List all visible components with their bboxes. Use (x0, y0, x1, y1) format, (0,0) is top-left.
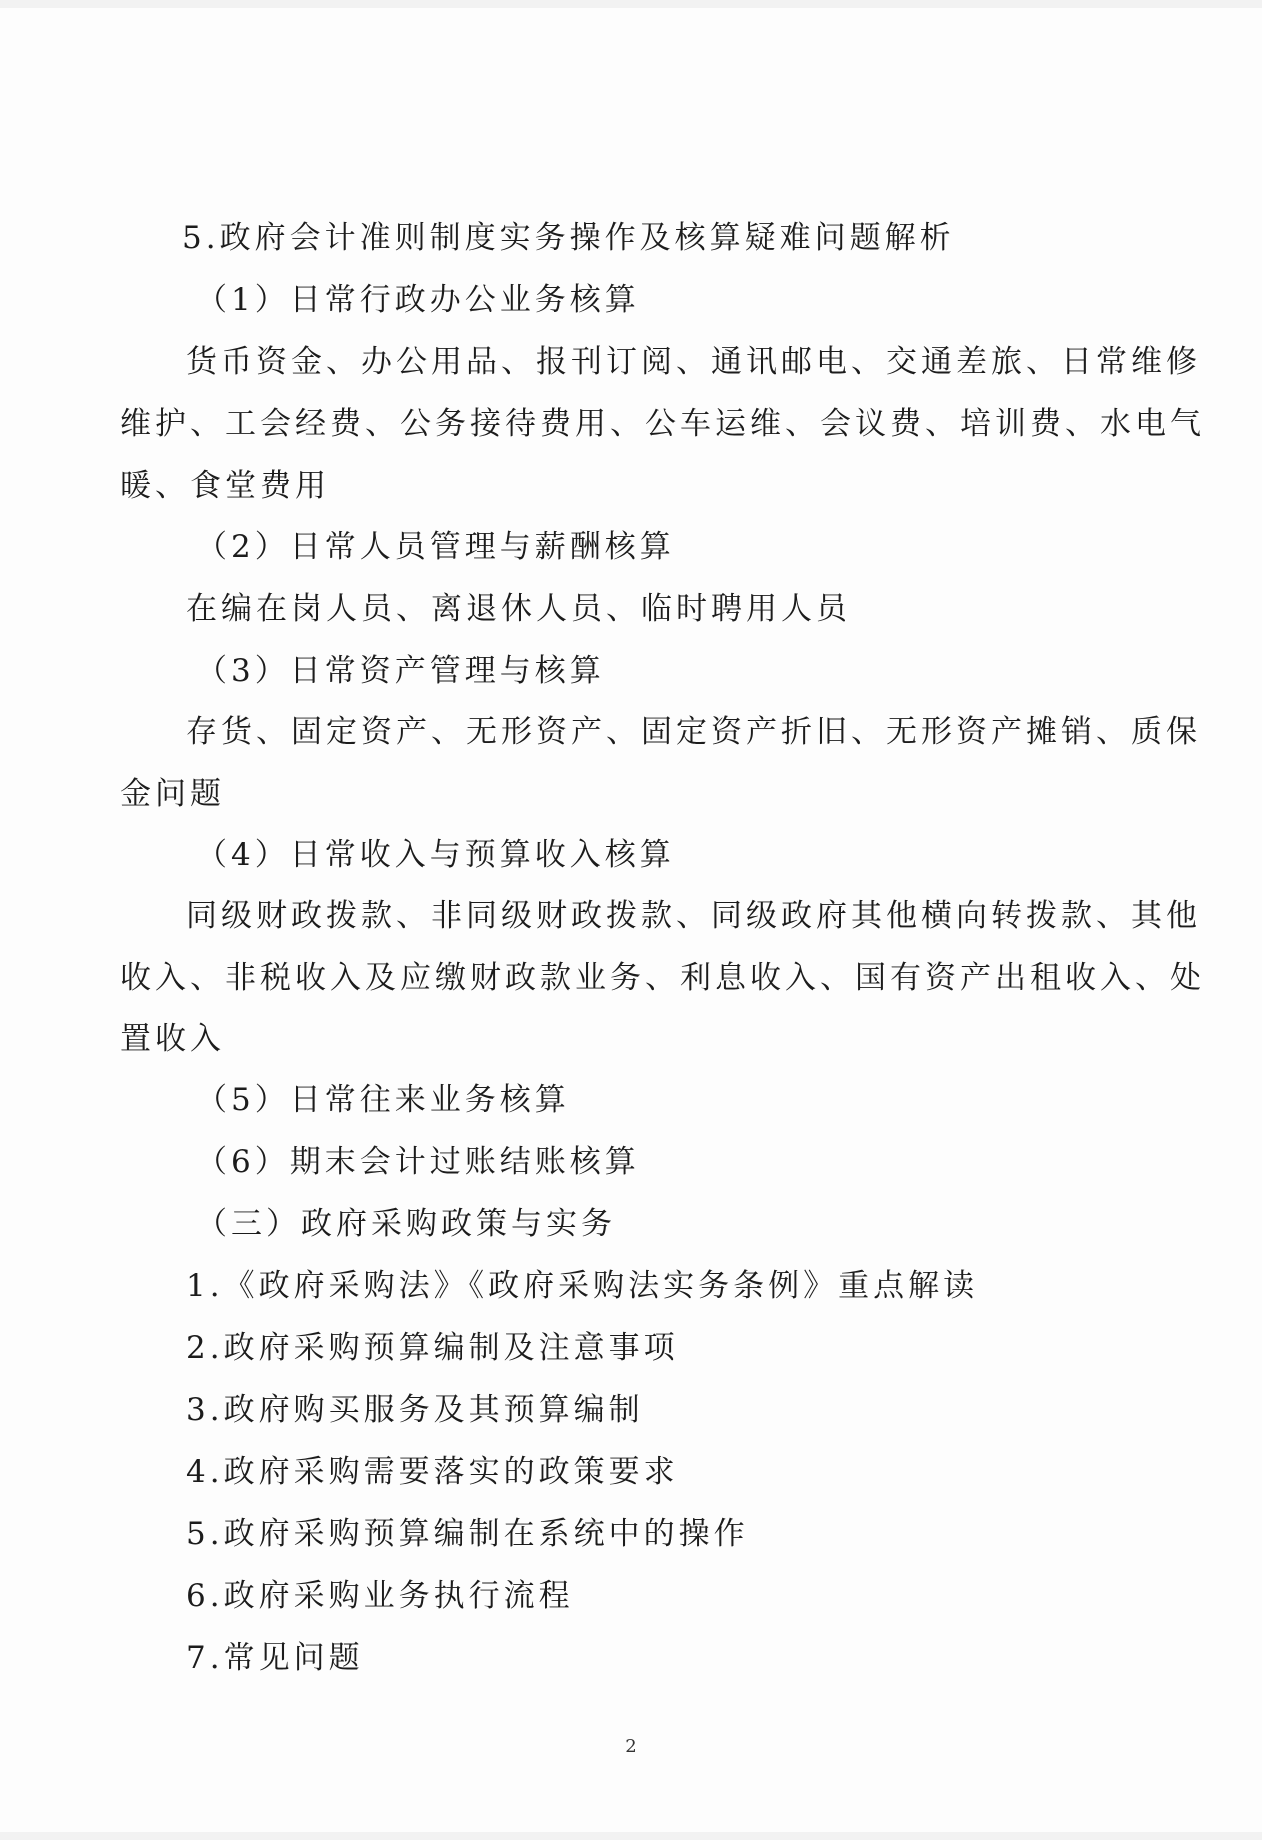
subheading-income: （4）日常收入与预算收入核算 (196, 837, 675, 873)
heading-government-accounting: 5.政府会计准则制度实务操作及核算疑难问题解析 (182, 220, 955, 256)
list-item: 7.常见问题 (186, 1640, 364, 1676)
paragraph-line: 同级财政拨款、非同级财政拨款、同级政府其他横向转拨款、其他 (186, 898, 1201, 934)
list-item: 3.政府购买服务及其预算编制 (186, 1392, 644, 1428)
paragraph-line: 收入、非税收入及应缴财政款业务、利息收入、国有资产出租收入、处 (120, 960, 1205, 996)
list-item: 2.政府采购预算编制及注意事项 (186, 1330, 679, 1366)
section-heading-procurement: （三）政府采购政策与实务 (196, 1206, 616, 1242)
subheading-daily-admin: （1）日常行政办公业务核算 (196, 282, 640, 318)
page-number: 2 (625, 1736, 637, 1757)
subheading-personnel: （2）日常人员管理与薪酬核算 (196, 529, 675, 565)
paragraph-line: 货币资金、办公用品、报刊订阅、通讯邮电、交通差旅、日常维修 (186, 344, 1201, 380)
list-item: 4.政府采购需要落实的政策要求 (186, 1454, 679, 1490)
subheading-period-end: （6）期末会计过账结账核算 (196, 1144, 640, 1180)
paragraph-line: 置收入 (120, 1021, 225, 1057)
subheading-transactions: （5）日常往来业务核算 (196, 1082, 570, 1118)
list-item: 6.政府采购业务执行流程 (186, 1578, 574, 1614)
list-item: 5.政府采购预算编制在系统中的操作 (186, 1516, 749, 1552)
scan-bottom-edge (0, 1832, 1262, 1840)
list-item: 1.《政府采购法》《政府采购法实务条例》重点解读 (186, 1268, 979, 1304)
subheading-assets: （3）日常资产管理与核算 (196, 653, 605, 689)
paragraph-line: 维护、工会经费、公务接待费用、公车运维、会议费、培训费、水电气 (120, 406, 1205, 442)
paragraph-line: 金问题 (120, 776, 225, 812)
paragraph-line: 在编在岗人员、离退休人员、临时聘用人员 (186, 591, 851, 627)
scan-top-edge (0, 0, 1262, 8)
paragraph-line: 暖、食堂费用 (120, 468, 330, 504)
paragraph-line: 存货、固定资产、无形资产、固定资产折旧、无形资产摊销、质保 (186, 714, 1201, 750)
